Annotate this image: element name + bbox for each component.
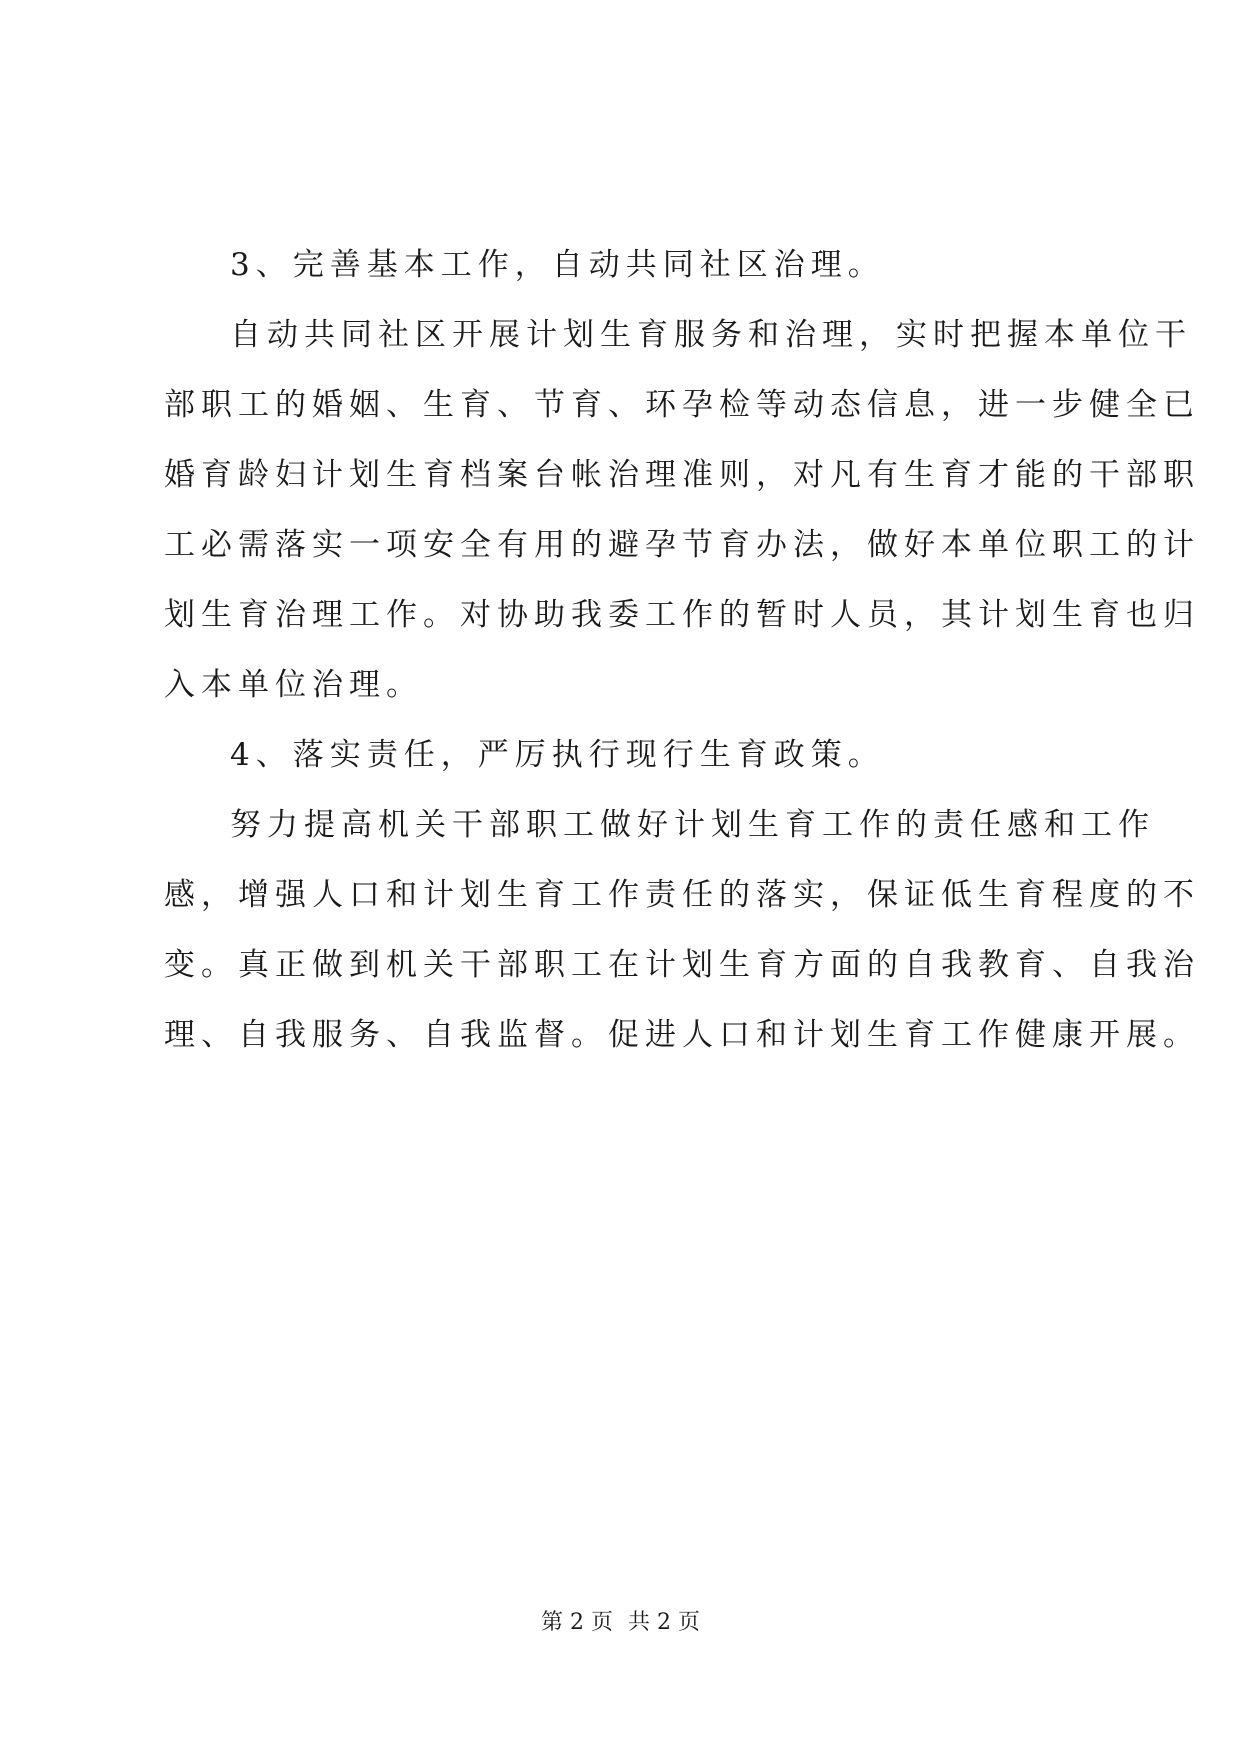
- paragraph-line: 自动共同社区开展计划生育服务和治理，实时把握本单位干: [230, 317, 1192, 353]
- paragraph-line: 理、自我服务、自我监督。促进人口和计划生育工作健康开展。: [164, 1017, 1200, 1053]
- paragraph-line: 入本单位治理。: [164, 667, 423, 703]
- page-number: 第 2 页: [541, 1610, 613, 1635]
- paragraph-line: 变。真正做到机关干部职工在计划生育方面的自我教育、自我治: [164, 947, 1200, 983]
- paragraph-line: 感，增强人口和计划生育工作责任的落实，保证低生育程度的不: [164, 877, 1200, 913]
- paragraph-line: 工必需落实一项安全有用的避孕节育办法，做好本单位职工的计: [164, 527, 1200, 563]
- page-total: 共 2 页: [628, 1610, 700, 1635]
- paragraph-heading-3: 3、完善基本工作，自动共同社区治理。: [230, 247, 885, 283]
- paragraph-heading-4: 4、落实责任，严厉执行现行生育政策。: [230, 737, 885, 773]
- paragraph-line: 部职工的婚姻、生育、节育、环孕检等动态信息，进一步健全已: [164, 387, 1200, 423]
- paragraph-line: 划生育治理工作。对协助我委工作的暂时人员，其计划生育也归: [164, 597, 1200, 633]
- page-footer: [0, 1608, 1241, 1638]
- paragraph-line: 努力提高机关干部职工做好计划生育工作的责任感和工作: [230, 807, 1155, 843]
- paragraph-line: 婚育龄妇计划生育档案台帐治理准则，对凡有生育才能的干部职: [164, 457, 1200, 493]
- document-body: [164, 230, 1200, 1070]
